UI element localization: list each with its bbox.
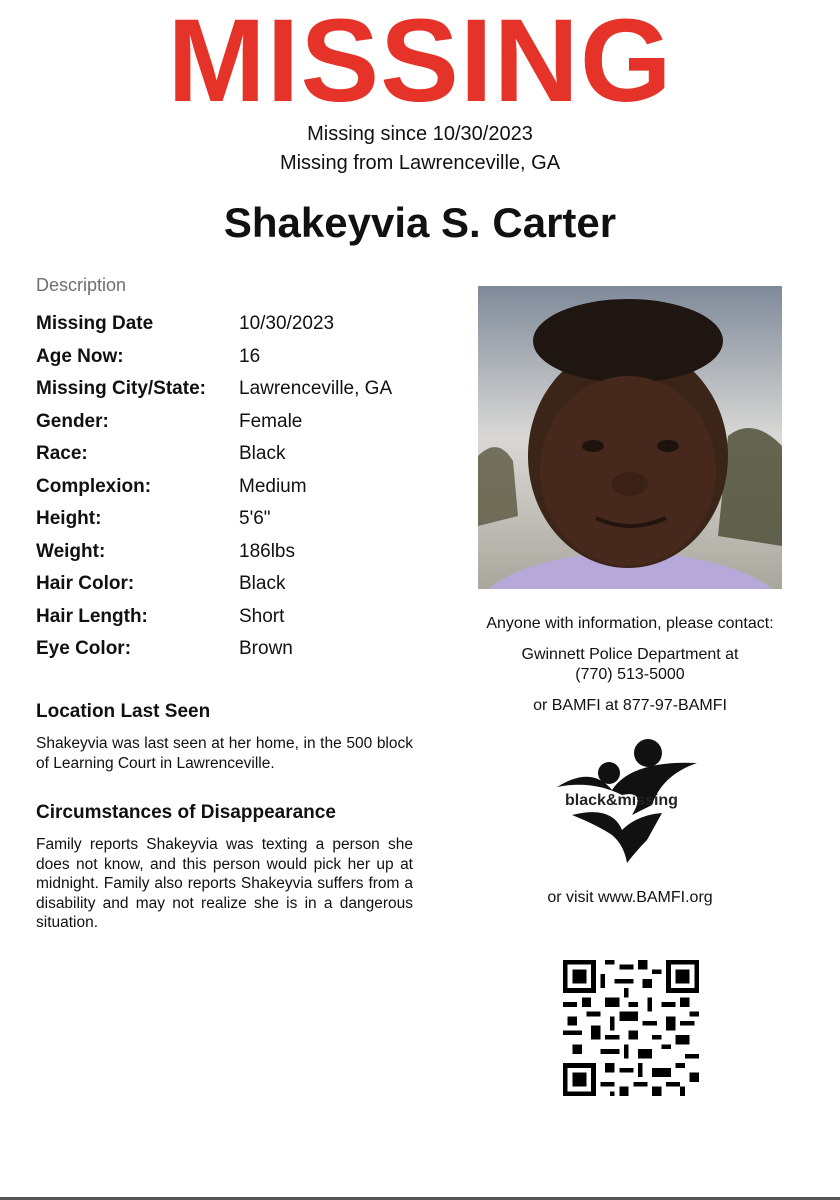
fact-key: Missing Date: [36, 313, 154, 334]
police-line1: Gwinnett Police Department at: [521, 646, 739, 663]
circumstances-text: Family reports Shakeyvia was texting a person she does not know, and this person would pick her up at midnight. Family also reports Shakeyvia suffers from a disability and may not realize she is in a dangerous situation.: [36, 836, 413, 931]
fact-row: [36, 541, 436, 574]
headline-missing: MISSING: [167, 0, 673, 127]
fact-key: Hair Color:: [36, 573, 135, 594]
fact-value: Black: [239, 573, 286, 594]
facts-list: [36, 313, 436, 671]
person-photo: [478, 286, 782, 589]
fact-row: [36, 411, 436, 444]
location-text: Shakeyvia was last seen at her home, in the 500 block of Learning Court in Lawrenceville.: [36, 735, 413, 772]
visit-website: or visit www.BAMFI.org: [547, 889, 713, 906]
fact-row: [36, 508, 436, 541]
fact-row: [36, 573, 436, 606]
description-label: Description: [36, 275, 127, 295]
fact-key: Hair Length:: [36, 605, 148, 627]
fact-row: [36, 313, 436, 346]
missing-since: Missing since 10/30/2023: [307, 123, 533, 145]
fact-value: Brown: [239, 638, 293, 659]
logo-text: black&missing: [565, 792, 678, 809]
fact-key: Complexion:: [36, 475, 152, 497]
person-name: Shakeyvia S. Carter: [223, 199, 617, 246]
fact-value: 10/30/2023: [239, 313, 335, 334]
bamfi-phone: or BAMFI at 877-97-BAMFI: [533, 697, 727, 714]
fact-value: Black: [239, 443, 286, 464]
fact-key: Weight:: [36, 540, 106, 562]
fact-key: Gender:: [36, 410, 109, 432]
fact-value: 16: [239, 345, 261, 367]
fact-value: Short: [239, 605, 285, 627]
fact-key: Missing City/State:: [36, 378, 206, 399]
fact-row: [36, 606, 436, 639]
fact-key: Eye Color:: [36, 638, 132, 659]
fact-key: Age Now:: [36, 345, 124, 367]
fact-value: 186lbs: [239, 540, 295, 562]
police-phone: (770) 513-5000: [575, 666, 685, 683]
person-photo-illustration: [478, 286, 782, 589]
contact-intro: Anyone with information, please contact:: [486, 615, 774, 632]
fact-value: Lawrenceville, GA: [239, 378, 393, 399]
missing-from: Missing from Lawrenceville, GA: [279, 152, 561, 174]
qr-code-icon: [563, 960, 699, 1096]
fact-row: [36, 443, 436, 476]
location-heading: Location Last Seen: [36, 701, 211, 722]
fact-row: [36, 476, 436, 509]
fact-value: 5'6": [239, 508, 271, 529]
circumstances-heading: Circumstances of Disappearance: [36, 802, 336, 823]
fact-key: Race:: [36, 443, 88, 464]
fact-row: [36, 346, 436, 379]
fact-value: Medium: [239, 475, 307, 497]
fact-row: [36, 638, 436, 671]
fact-row: [36, 378, 436, 411]
fact-value: Female: [239, 410, 303, 432]
fact-key: Height:: [36, 508, 102, 529]
